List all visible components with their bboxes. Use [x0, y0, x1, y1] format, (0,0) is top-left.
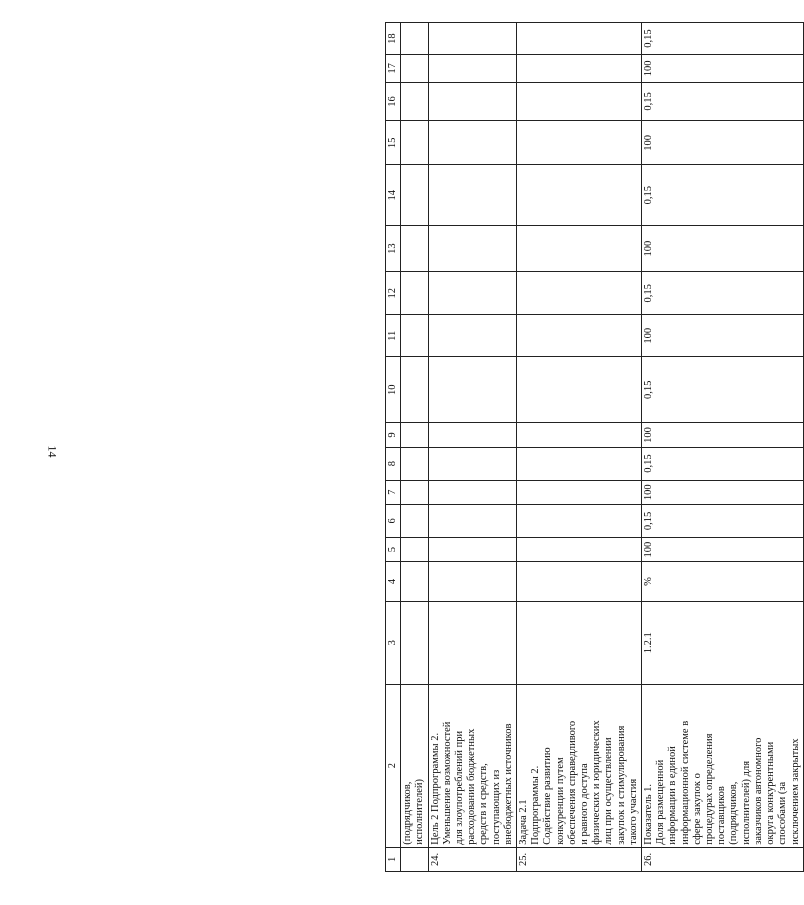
row-value-cell	[401, 23, 428, 55]
row-value-cell	[517, 504, 642, 537]
row-number-cell: 25.	[517, 847, 642, 871]
header-cell: 1	[386, 847, 401, 871]
row-value-cell	[517, 272, 642, 315]
header-cell: 11	[386, 315, 401, 357]
row-value-cell	[428, 537, 516, 561]
row-value-cell	[428, 315, 516, 357]
table-body	[401, 23, 804, 872]
row-value-cell: 0,15	[642, 447, 804, 480]
row-value-cell	[401, 480, 428, 504]
header-cell: 9	[386, 423, 401, 447]
row-value-cell	[428, 165, 516, 226]
row-value-cell	[401, 504, 428, 537]
row-value-cell	[428, 121, 516, 165]
row-value-cell	[428, 226, 516, 272]
row-unit-cell: %	[642, 562, 804, 602]
row-value-cell: 100	[642, 480, 804, 504]
page-number: 14	[45, 445, 60, 458]
row-text-cell: Цель 2 Подпрограммы 2. Уменьшение возможностей для злоупотреблений при расходовании бюджетных средств и средств, поступающих из внебюджетных источников	[428, 684, 516, 847]
row-unit-cell	[517, 562, 642, 602]
row-code-cell	[401, 601, 428, 684]
row-value-cell: 100	[642, 315, 804, 357]
row-value-cell	[401, 226, 428, 272]
header-cell: 12	[386, 272, 401, 315]
header-cell: 17	[386, 55, 401, 83]
row-value-cell: 0,15	[642, 504, 804, 537]
row-value-cell	[517, 537, 642, 561]
row-value-cell	[428, 82, 516, 121]
row-value-cell	[401, 357, 428, 423]
row-value-cell	[517, 226, 642, 272]
row-value-cell	[428, 504, 516, 537]
table-row	[517, 23, 642, 872]
row-value-cell	[517, 480, 642, 504]
table-row	[642, 23, 804, 872]
header-cell: 18	[386, 23, 401, 55]
row-value-cell	[401, 82, 428, 121]
row-value-cell	[401, 272, 428, 315]
row-value-cell	[428, 23, 516, 55]
row-text-cell: (подрядчиков, исполнителей)	[401, 684, 428, 847]
row-code-cell: 1.2.1	[642, 601, 804, 684]
row-text-cell: Показатель 1. Доля размещенной информации в единой информационной системе в сфере закупок о процедурах определения поставщиков (подрядчиков, исполнителей) для заказчиков автономного округа конкурентными способами (за исключением закрытых	[642, 684, 804, 847]
header-cell: 16	[386, 82, 401, 121]
header-cell: 10	[386, 357, 401, 423]
row-number-cell	[401, 847, 428, 871]
row-value-cell: 0,15	[642, 272, 804, 315]
row-value-cell	[517, 82, 642, 121]
row-value-cell	[517, 315, 642, 357]
row-value-cell	[517, 357, 642, 423]
header-cell: 13	[386, 226, 401, 272]
header-cell: 3	[386, 601, 401, 684]
row-value-cell	[401, 423, 428, 447]
row-value-cell	[428, 272, 516, 315]
row-value-cell: 100	[642, 537, 804, 561]
row-value-cell	[428, 447, 516, 480]
row-value-cell	[517, 55, 642, 83]
row-value-cell	[428, 55, 516, 83]
row-value-cell	[517, 165, 642, 226]
row-value-cell	[401, 121, 428, 165]
row-value-cell	[401, 55, 428, 83]
header-cell: 5	[386, 537, 401, 561]
table-row	[401, 23, 428, 872]
row-value-cell: 100	[642, 55, 804, 83]
data-table	[385, 22, 804, 872]
row-value-cell	[401, 537, 428, 561]
header-cell: 14	[386, 165, 401, 226]
row-unit-cell	[401, 562, 428, 602]
header-cell: 8	[386, 447, 401, 480]
row-value-cell	[401, 165, 428, 226]
row-value-cell	[401, 447, 428, 480]
header-cell: 4	[386, 562, 401, 602]
header-cell: 2	[386, 684, 401, 847]
header-cell: 15	[386, 121, 401, 165]
row-text-cell: Задача 2.1 Подпрограммы 2. Содействие развитию конкуренции путем обеспечения справедливого и равного доступа физических и юридических лиц при осуществлении закупок и стимулирования такого участия	[517, 684, 642, 847]
table-row	[428, 23, 516, 872]
row-value-cell	[517, 121, 642, 165]
row-value-cell	[517, 423, 642, 447]
rotated-page-content	[385, 22, 801, 872]
row-number-cell: 24.	[428, 847, 516, 871]
row-value-cell	[517, 23, 642, 55]
row-code-cell	[428, 601, 516, 684]
row-value-cell	[428, 423, 516, 447]
row-unit-cell	[428, 562, 516, 602]
row-value-cell: 0,15	[642, 82, 804, 121]
row-value-cell	[428, 357, 516, 423]
row-value-cell: 100	[642, 423, 804, 447]
row-value-cell: 0,15	[642, 357, 804, 423]
row-value-cell: 100	[642, 226, 804, 272]
header-row	[386, 23, 401, 872]
row-value-cell: 100	[642, 121, 804, 165]
header-cell: 6	[386, 504, 401, 537]
row-value-cell: 0,15	[642, 23, 804, 55]
row-value-cell	[401, 315, 428, 357]
row-number-cell: 26.	[642, 847, 804, 871]
row-value-cell	[517, 447, 642, 480]
row-code-cell	[517, 601, 642, 684]
header-cell: 7	[386, 480, 401, 504]
row-value-cell: 0,15	[642, 165, 804, 226]
row-value-cell	[428, 480, 516, 504]
